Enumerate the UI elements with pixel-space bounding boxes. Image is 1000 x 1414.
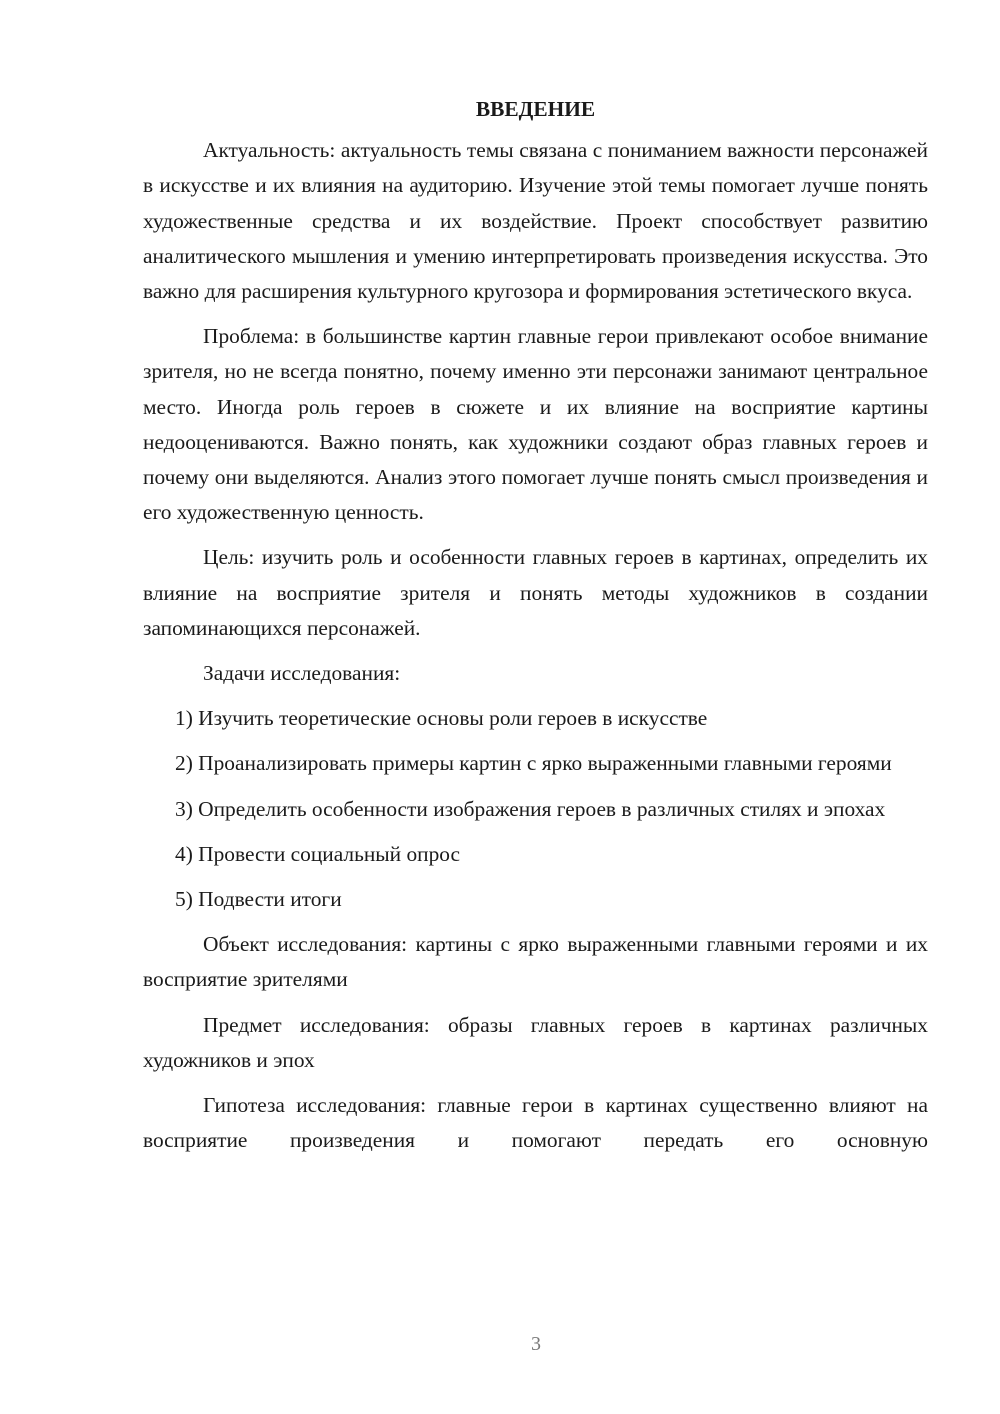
task-item-3: 3) Определить особенности изображения героев в различных стилях и эпохах — [175, 796, 886, 821]
paragraph-goal: Цель: изучить роль и особенности главных героев в картинах, определить их влияние на восприятие зрителя и понять методы художников в создании запоминающихся персонажей. — [143, 545, 928, 640]
task-item-5: 5) Подвести итоги — [175, 887, 342, 912]
paragraph-hypothesis: Гипотеза исследования: главные герои в картинах существенно влияют на восприятие произведения и помогают передать его основную — [143, 1093, 928, 1153]
tasks-heading: Задачи исследования: — [203, 661, 401, 686]
paragraph-problem: Проблема: в большинстве картин главные герои привлекают особое внимание зрителя, но не всегда понятно, почему именно эти персонажи занимают центральное место. Иногда роль героев в сюжете и их влияние на восприятие картины недооцениваются. Важно понять, как художники создают образ главных героев и почему они выделяются. Анализ этого помогает лучше понять смысл произведения и его художественную ценность. — [143, 324, 928, 525]
paragraph-object: Объект исследования: картины с ярко выраженными главными героями и их восприятие зрителями — [143, 932, 928, 992]
task-item-2: 2) Проанализировать примеры картин с ярко выраженными главными героями — [175, 751, 892, 776]
document-page — [143, 92, 928, 1158]
task-item-4: 4) Провести социальный опрос — [175, 841, 461, 866]
paragraph-subject: Предмет исследования: образы главных героев в картинах различных художников и эпох — [143, 1012, 928, 1072]
task-item-1: 1) Изучить теоретические основы роли героев в искусстве — [175, 706, 708, 731]
page-title: ВВЕДЕНИЕ — [475, 97, 596, 121]
page-number: 3 — [531, 1333, 541, 1355]
paragraph-relevance: Актуальность: актуальность темы связана с пониманием важности персонажей в искусстве и их влияния на аудиторию. Изучение этой темы помогает лучше понять художественные средства и их воздействие. Проект способствует развитию аналитического мышления и умению интерпретировать произведения искусства. Это важно для расширения культурного кругозора и формирования эстетического вкуса. — [143, 138, 928, 304]
